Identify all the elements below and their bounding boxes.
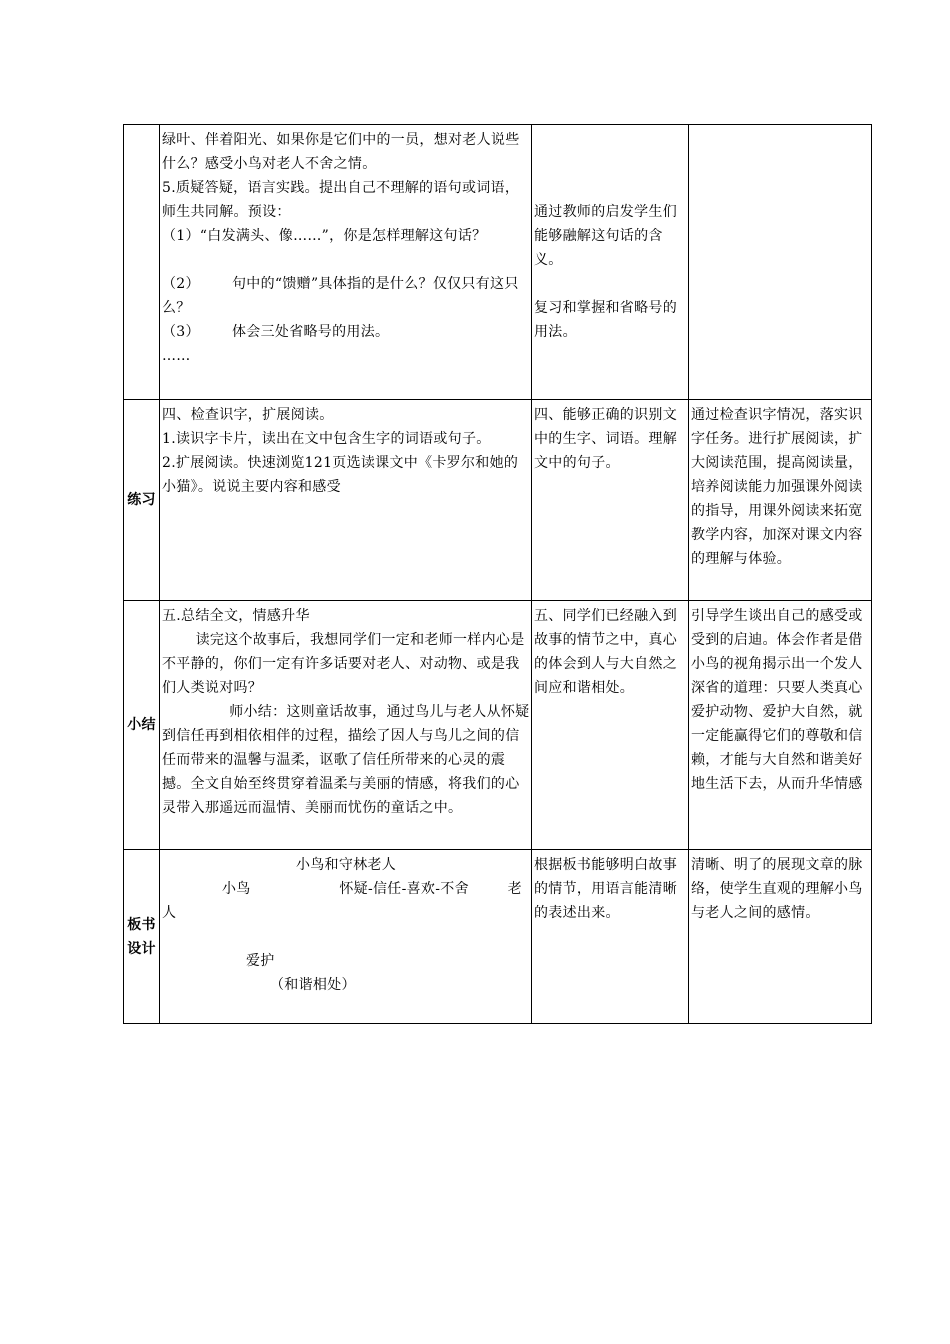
table-row-practice <box>124 400 872 601</box>
student-text: 通过教师的启发学生们能够融解这句话的含义。 <box>534 204 677 268</box>
table-row-summary <box>124 601 872 850</box>
activity-text: 五.总结全文，情感升华 <box>162 608 310 624</box>
intent-cell: 通过检查识字情况，落实识字任务。进行扩展阅读，扩大阅读范围，提高阅读量，培养阅读能力加强课外阅读的指导，用课外阅读来拓宽教学内容，加深对课文内容的理解与体验。 <box>689 400 872 601</box>
activity-text: （3） 体会三处省略号的用法。 <box>162 324 390 340</box>
row-label <box>124 125 160 400</box>
table-row-continued-activity <box>124 125 872 400</box>
activity-cell <box>160 125 532 400</box>
intent-cell: 引导学生谈出自己的感受或受到的启迪。体会作者是借小鸟的视角揭示出一个发人深省的道理：只要人类真心爱护动物、爱护大自然，就一定能赢得它们的尊敬和信赖，才能与大自然和谐美好地生活下去，从而升华情感 <box>689 601 872 850</box>
board-left: 小鸟 <box>222 881 251 897</box>
activity-text: 师小结：这则童话故事，通过鸟儿与老人从怀疑到信任再到相依相伴的过程，描绘了因人与鸟儿之间的信任而带来的温馨与温柔，讴歌了信任所带来的心灵的震撼。全文自始至终贯穿着温柔与美丽的情感，将我们的心灵带入那遥远而温情、美丽而忧伤的童话之中。 <box>162 704 530 816</box>
row-label-board-design: 板书设计 <box>124 850 160 1024</box>
activity-text: 绿叶、伴着阳光、如果你是它们中的一员，想对老人说些什么？感受小鸟对老人不舍之情。 <box>162 132 520 172</box>
activity-text: （2） 句中的“馈赠”具体指的是什么？仅仅只有这只么？ <box>162 276 519 316</box>
activity-cell <box>160 601 532 850</box>
activity-text: 读完这个故事后，我想同学们一定和老师一样内心是不平静的，你们一定有许多话要对老人、对动物、或是我们人类说对吗？ <box>162 632 525 696</box>
intent-cell: 清晰、明了的展现文章的脉络，使学生直观的理解小鸟与老人之间的感情。 <box>689 850 872 1024</box>
board-title: 小鸟和守林老人 <box>295 857 397 873</box>
activity-text: 1.读识字卡片，读出在文中包含生字的词语或句子。 <box>162 431 491 447</box>
intent-cell <box>689 125 872 400</box>
row-label-practice: 练习 <box>124 400 160 601</box>
activity-text: …… <box>162 348 191 364</box>
board-bottom: 爱护 <box>246 953 275 969</box>
board-flow <box>162 877 530 925</box>
activity-text: 四、检查识字，扩展阅读。 <box>162 407 334 423</box>
board-right: 老人 <box>162 881 522 921</box>
student-cell: 根据板书能够明白故事的情节，用语言能清晰的表述出来。 <box>532 850 689 1024</box>
activity-text: 5.质疑答疑，语言实践。提出自己不理解的语句或词语，师生共同解。预设： <box>162 180 520 220</box>
student-cell <box>532 125 689 400</box>
row-label-summary: 小结 <box>124 601 160 850</box>
student-cell: 四、能够正确的识别文中的生字、词语。理解文中的句子。 <box>532 400 689 601</box>
activity-text: （1）“白发满头、像……”，你是怎样理解这句话？ <box>162 228 487 244</box>
student-text: 复习和掌握和省略号的用法。 <box>534 300 677 340</box>
table-row-board-design <box>124 850 872 1024</box>
activity-cell <box>160 400 532 601</box>
activity-text: 2.扩展阅读。快速浏览121页选读课文中《卡罗尔和她的小猫》。说说主要内容和感受 <box>162 455 519 495</box>
spacer <box>162 248 530 272</box>
board-cell <box>160 850 532 1024</box>
board-middle: 怀疑-信任-喜欢-不舍 <box>339 881 469 897</box>
student-cell: 五、同学们已经融入到故事的情节之中，真心的体会到人与大自然之间应和谐相处。 <box>532 601 689 850</box>
board-bottom-note: （和谐相处） <box>270 977 356 993</box>
lesson-plan-table <box>123 124 872 1024</box>
